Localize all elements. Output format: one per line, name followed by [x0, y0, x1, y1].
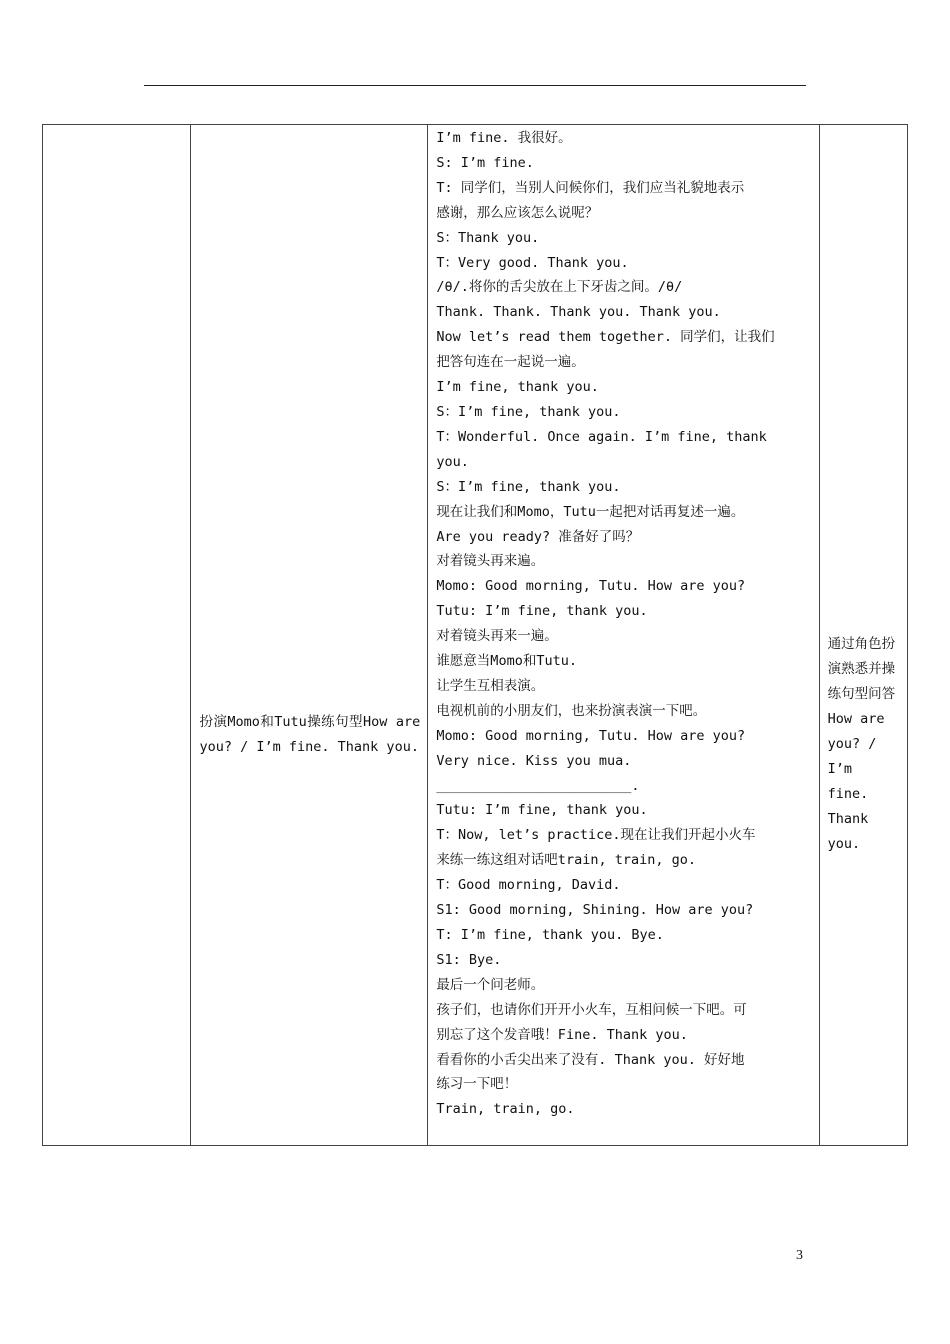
process-line: S：Thank you. [436, 229, 540, 246]
process-line: T：Now, let’s practice.现在让我们开起小火车 [436, 827, 756, 844]
process-line: T: 同学们，当别人问候你们，我们应当礼貌地表示 [436, 179, 745, 196]
process-line: 电视机前的小朋友们，也来扮演表演一下吧。 [436, 702, 707, 719]
process-line: S1: Bye. [436, 951, 502, 968]
process-line: T：Wonderful. Once again. I’m fine, thank [436, 428, 767, 445]
process-line: T: I’m fine, thank you. Bye. [436, 927, 664, 943]
process-line: /θ/.将你的舌尖放在上下牙齿之间。/θ/ [436, 279, 683, 296]
process-line: Train, train, go. [436, 1101, 575, 1118]
header-rule [144, 85, 806, 86]
process-line: 最后一个问老师。 [436, 976, 545, 993]
process-line: 把答句连在一起说一遍。 [436, 354, 585, 371]
process-line: 现在让我们和Momo，Tutu一起把对话再复述一遍。 [436, 503, 745, 520]
step-cell [43, 125, 191, 1146]
intent-text: 通过角色扮演熟悉并操练句型问答How are you? / I’m fine. Thank you. [827, 635, 896, 852]
process-cell [428, 125, 819, 1146]
process-line: S：I’m fine, thank you. [436, 478, 621, 495]
process-line: 对着镜头再来一遍。 [436, 628, 558, 645]
process-line: S: I’m fine. [436, 154, 534, 171]
process-line: 谁愿意当Momo和Tutu. [436, 653, 577, 670]
process-line: Now let’s read them together. 同学们，让我们 [436, 329, 775, 346]
process-line: 让学生互相表演。 [436, 677, 545, 694]
process-line: Tutu: I’m fine, thank you. [436, 802, 648, 819]
table-row [43, 125, 908, 1146]
process-line: Momo: Good morning, Tutu. How are you? [436, 578, 746, 595]
process-line: you. [436, 453, 469, 470]
process-line: 感谢，那么应该怎么说呢？ [436, 204, 599, 221]
activity-cell [190, 125, 428, 1146]
process-line: I’m fine. 我很好。 [436, 130, 572, 146]
process-line: 练习一下吧！ [436, 1076, 518, 1093]
process-line: 别忘了这个发音哦！Fine. Thank you. [436, 1026, 688, 1043]
lesson-plan-table [42, 124, 908, 1146]
process-line: I’m fine, thank you. [436, 379, 599, 396]
process-line: S1: Good morning, Shining. How are you? [436, 902, 754, 919]
process-line: ________________________. [436, 777, 640, 794]
process-line: 孩子们，也请你们开开小火车，互相问候一下吧。可 [436, 1001, 747, 1018]
process-line: Momo: Good morning, Tutu. How are you? [436, 727, 746, 744]
page-number: 3 [796, 1248, 803, 1263]
activity-text: 扮演Momo和Tutu操练句型How are you? / I’m fine. Thank you. [199, 714, 421, 755]
process-line: Tutu: I’m fine, thank you. [436, 603, 648, 620]
process-line: T：Good morning, David. [436, 877, 621, 894]
process-line: 看看你的小舌尖出来了没有. Thank you. 好好地 [436, 1051, 745, 1068]
process-line: T：Very good. Thank you. [436, 254, 629, 271]
process-line: Are you ready? 准备好了吗？ [436, 528, 640, 545]
process-line: Thank. Thank. Thank you. Thank you. [436, 304, 721, 321]
process-line: 对着镜头再来遍。 [436, 553, 545, 570]
process-line: Very nice. Kiss you mua. [436, 752, 632, 769]
intent-cell [819, 125, 907, 1146]
process-line: S：I’m fine, thank you. [436, 403, 621, 420]
process-line: 来练一练这组对话吧train, train, go. [436, 852, 696, 869]
process-text [436, 125, 812, 1122]
